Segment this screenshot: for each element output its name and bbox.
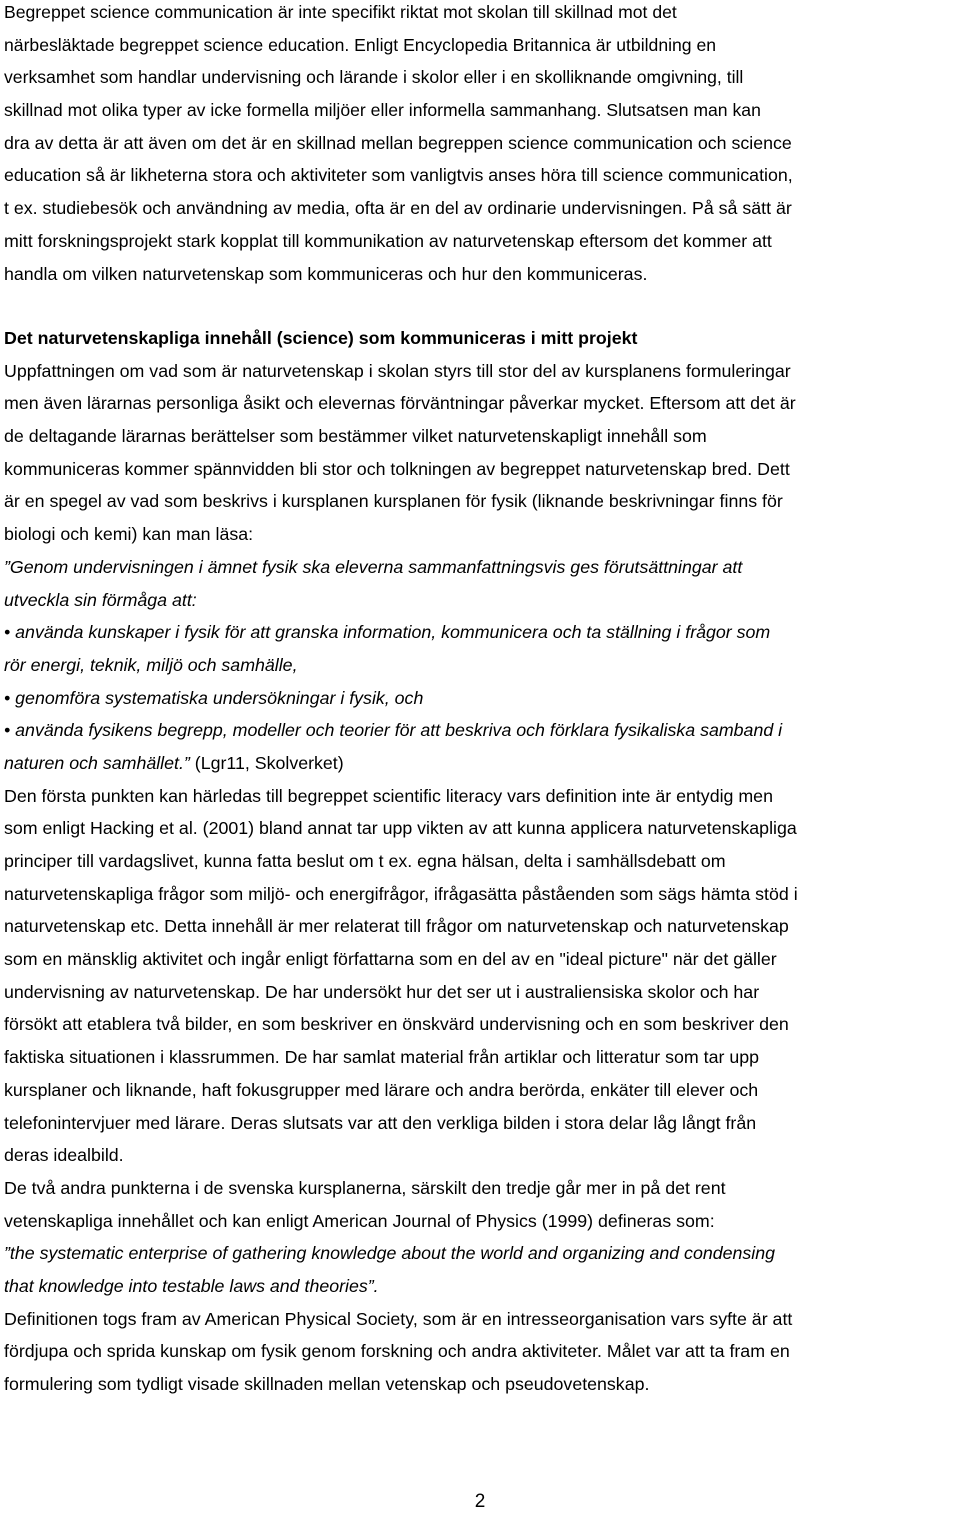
text-line: vetenskapliga innehållet och kan enligt American Journal of Physics (1999) defineras som: — [4, 1210, 715, 1231]
text-line: naturvetenskapliga frågor som miljö- och energifrågor, ifrågasätta påståenden som sägs hämta stöd i — [4, 883, 798, 904]
text-line: kursplaner och liknande, haft fokusgrupper med lärare och andra berörda, enkäter till elever och — [4, 1079, 759, 1100]
text-line: men även lärarnas personliga åsikt och elevernas förväntningar påverkar mycket. Eftersom att det är — [4, 393, 796, 414]
text-line: telefonintervjuer med lärare. Deras slutsats var att den verkliga bilden i stora delar låg långt från — [4, 1112, 757, 1133]
text-line: faktiska situationen i klassrummen. De har samlat material från artiklar och litteratur som tar upp — [4, 1047, 760, 1068]
text-line: försökt att etablera två bilder, en som beskriver en önskvärd undervisning och en som beskriver den — [4, 1014, 789, 1035]
text-line: Den första punkten kan härledas till begreppet scientific literacy vars definition inte är entydig men — [4, 785, 773, 806]
text-line: fördjupa och sprida kunskap om fysik genom forskning och andra aktiviteter. Målet var att ta fram en — [4, 1341, 790, 1362]
text-line: naturvetenskap etc. Detta innehåll är mer relaterat till frågor om naturvetenskap och naturvetenskap — [4, 916, 789, 937]
page-number: 2 — [474, 1491, 486, 1512]
quote-last: naturen och samhället.” — [4, 752, 190, 773]
quote-line: that knowledge into testable laws and theories”. — [4, 1275, 379, 1296]
text-line: närbesläktade begreppet science education. Enligt Encyclopedia Britannica är utbildning en — [4, 34, 717, 55]
quote-bullet: • använda fysikens begrepp, modeller och teorier för att beskriva och förklara fysikaliska samband i — [4, 720, 783, 741]
text-line: principer till vardagslivet, kunna fatta beslut om t ex. egna hälsan, delta i samhällsdebatt om — [4, 851, 726, 871]
text-line: Definitionen togs fram av American Physical Society, som är en intresseorganisation vars syfte är att — [4, 1308, 793, 1329]
text-line: mitt forskningsprojekt stark kopplat till kommunikation av naturvetenskap eftersom det kommer att — [4, 230, 772, 251]
quote-line: utveckla sin förmåga att: — [4, 589, 197, 610]
text-line: deras idealbild. — [4, 1145, 124, 1166]
text-line: de deltagande lärarnas berättelser som bestämmer vilket naturvetenskapligt innehåll som — [4, 426, 707, 447]
quote-line: ”the systematic enterprise of gathering knowledge about the world and organizing and condensing — [4, 1243, 776, 1264]
text-line: biologi och kemi) kan man läsa: — [4, 524, 254, 545]
quote-bullet: • genomföra systematiska undersökningar i fysik, och — [4, 687, 424, 708]
text-line: verksamhet som handlar undervisning och lärande i skolor eller i en skolliknande omgivning, till — [4, 67, 744, 88]
quote-bullet: • använda kunskaper i fysik för att granska information, kommunicera och ta ställning i frågor som — [4, 622, 771, 643]
quote-line: ”Genom undervisningen i ämnet fysik ska eleverna sammanfattningsvis ges förutsättningar att — [4, 556, 743, 577]
quote-line: rör energi, teknik, miljö och samhälle, — [4, 654, 298, 675]
text-line: t ex. studiebesök och användning av media, ofta är en del av ordinarie undervisningen. På så sätt är — [4, 198, 792, 219]
text-line: formulering som tydligt visade skillnaden mellan vetenskap och pseudovetenskap. — [4, 1374, 650, 1394]
text-line: dra av detta är att även om det är en skillnad mellan begreppen science communication och science — [4, 132, 792, 153]
text-line: Uppfattningen om vad som är naturvetenskap i skolan styrs till stor del av kursplanens formuleringar — [4, 360, 791, 381]
text-line: education så är likheterna stora och aktiviteter som vanligtvis anses höra till science communication, — [4, 165, 793, 186]
section-heading: Det naturvetenskapliga innehåll (science) som kommuniceras i mitt projekt — [4, 328, 638, 348]
text-line: skillnad mot olika typer av icke formella miljöer eller informella sammanhang. Slutsatsen man kan — [4, 100, 761, 121]
quote-citation: (Lgr11, Skolverket) — [189, 752, 344, 773]
text-line: handla om vilken naturvetenskap som kommuniceras och hur den kommuniceras. — [4, 263, 648, 284]
quote-end-line — [4, 747, 956, 780]
text-line: De två andra punkterna i de svenska kursplanerna, särskilt den tredje går mer in på det rent — [4, 1177, 726, 1198]
text-line: kommuniceras kommer spännvidden bli stor och tolkningen av begreppet naturvetenskap bred. Dett — [4, 458, 790, 479]
text-line: undervisning av naturvetenskap. De har undersökt hur det ser ut i australiensisk​a skolor och har — [4, 981, 760, 1002]
text-line: som enligt Hacking et al. (2001) bland annat tar upp vikten av att kunna applicera naturvetenskapliga — [4, 818, 797, 839]
text-line: är en spegel av vad som beskrivs i kursplanen kursplanen för fysik (liknande beskrivningar finns för — [4, 491, 783, 512]
text-line: Begreppet science communication är inte specifikt riktat mot skolan till skillnad mot det — [4, 2, 677, 22]
section-block — [4, 322, 956, 1401]
paragraph-intro — [4, 0, 956, 290]
text-line: som en mänsklig aktivitet och ingår enligt författarna som en del av en "ideal picture" när det gäller — [4, 949, 777, 970]
